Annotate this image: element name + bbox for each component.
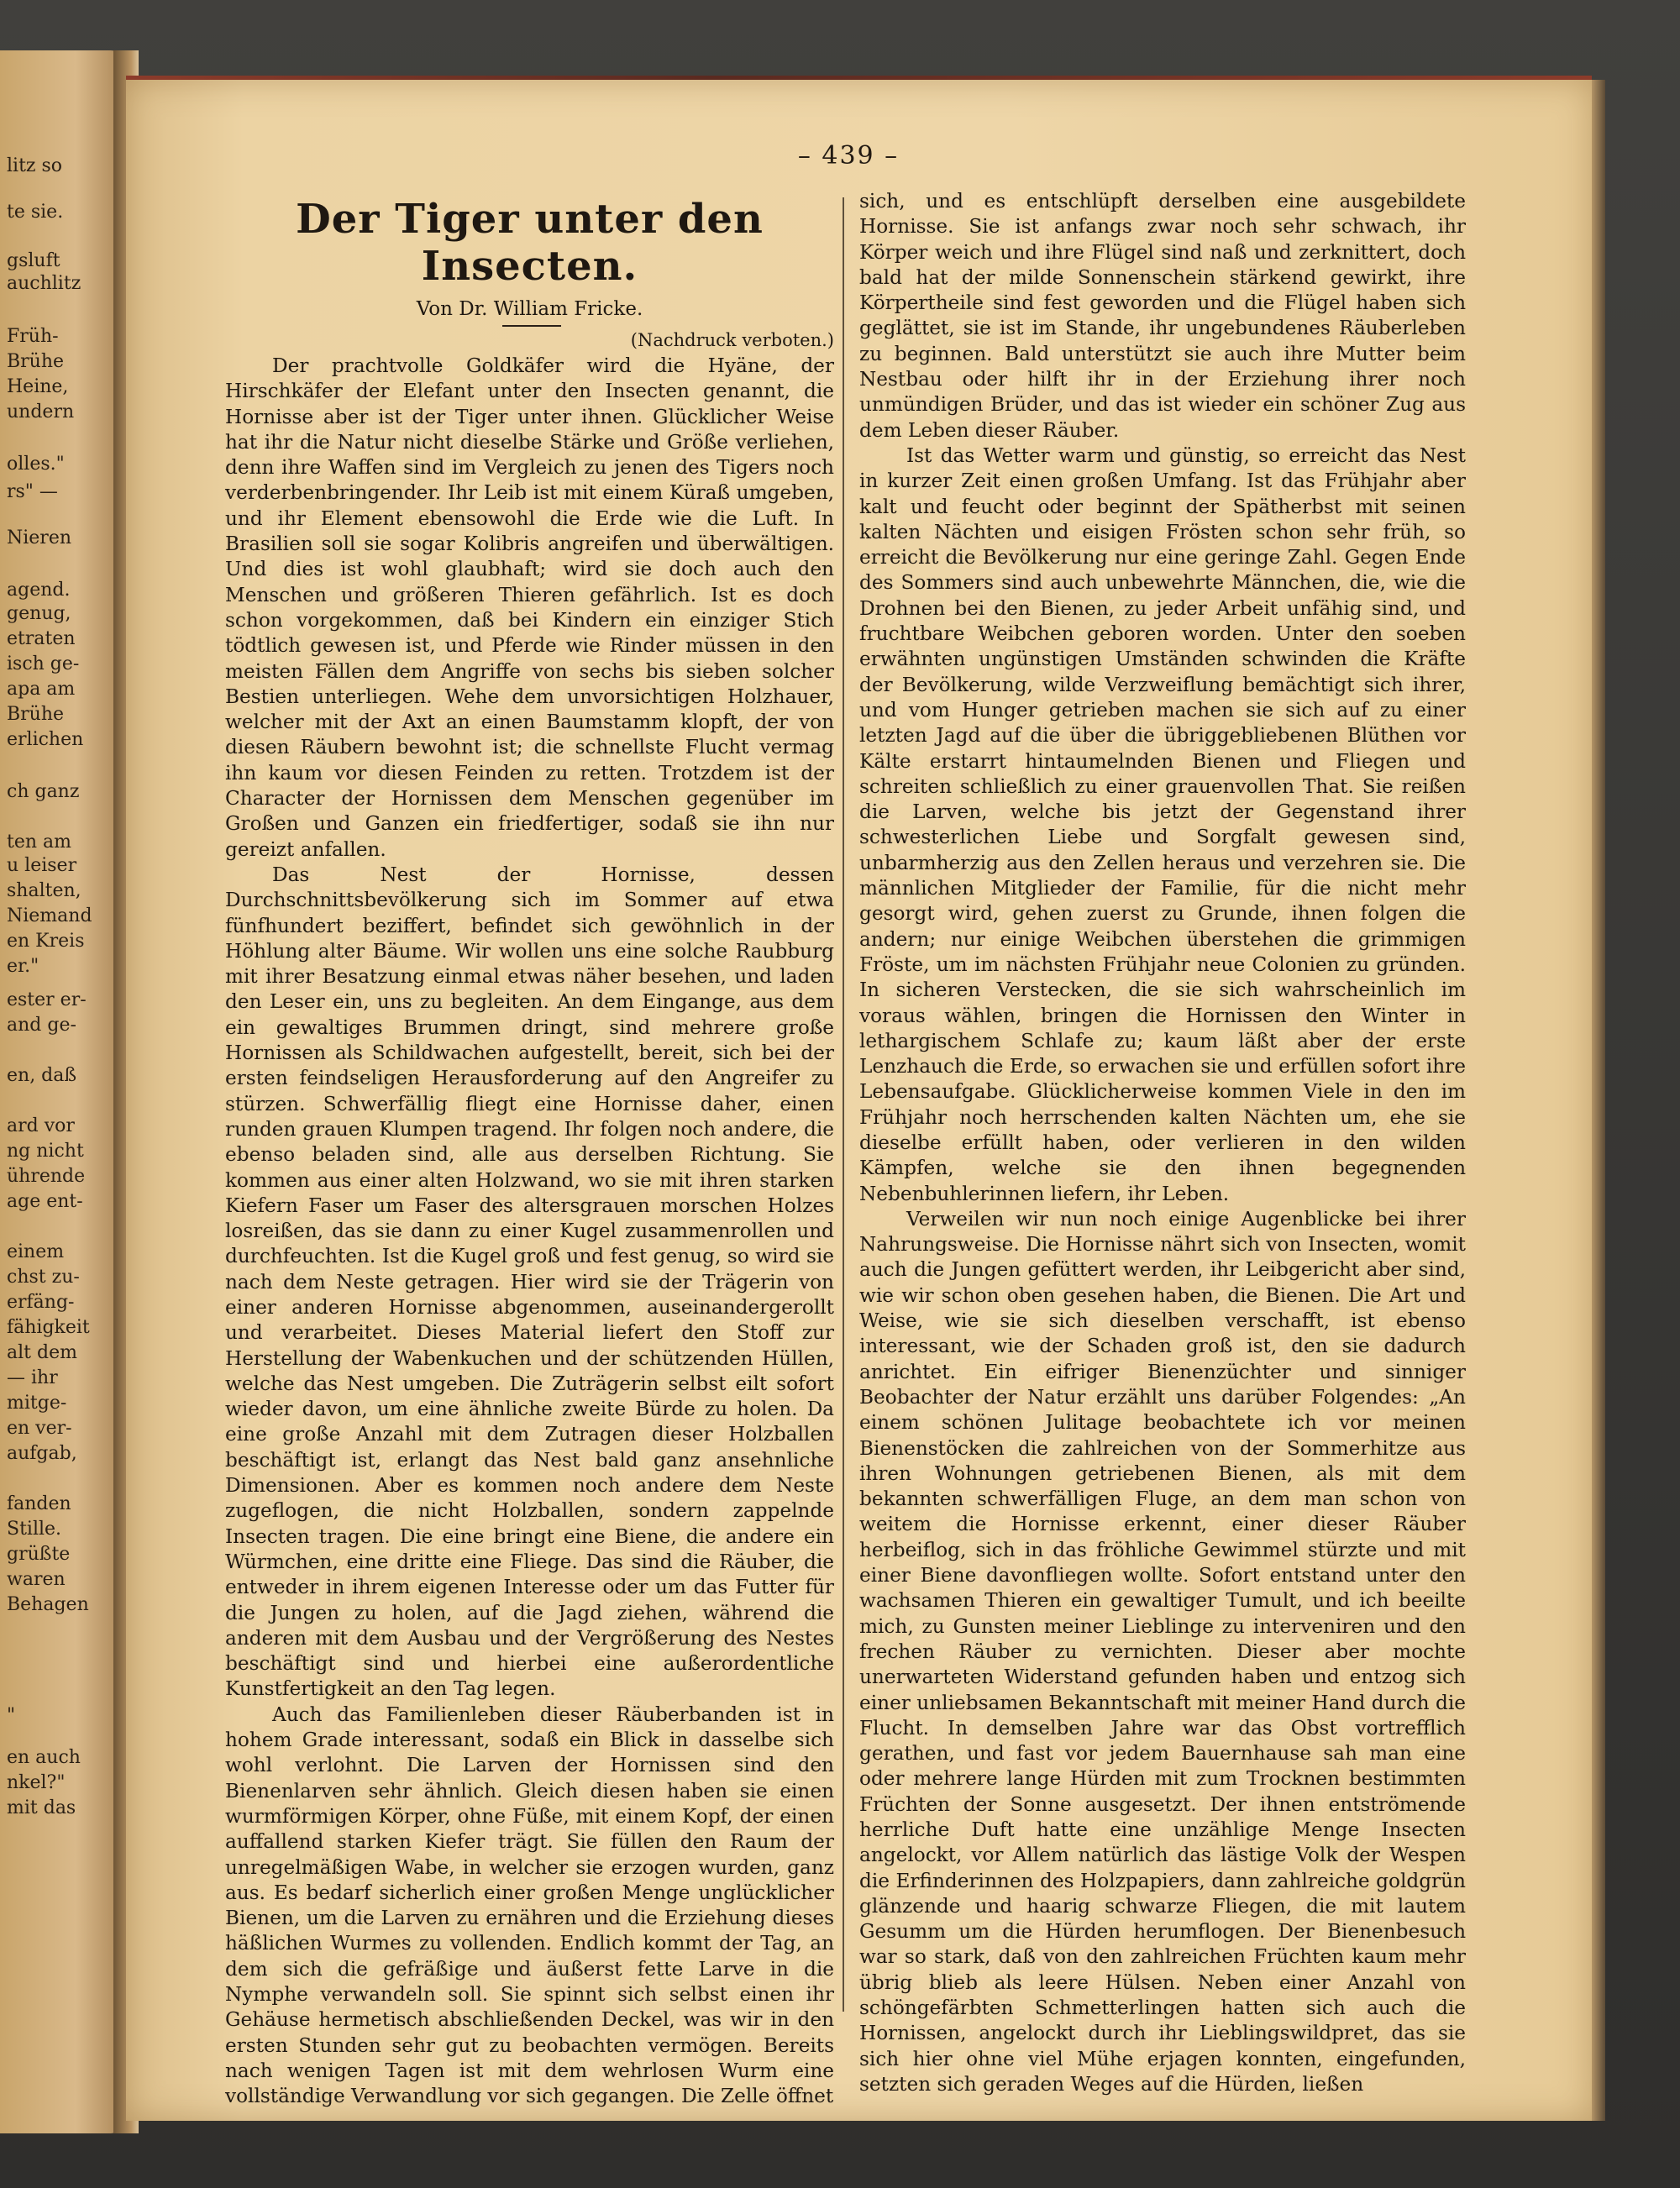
facing-page-text: Stille. — [7, 1519, 62, 1540]
copyright-notice: (Nachdruck verboten.) — [630, 330, 834, 350]
column-divider — [843, 197, 844, 2012]
facing-page-text: ten am — [7, 832, 71, 853]
facing-page-text: chst zu- — [7, 1267, 80, 1288]
paragraph: Auch das Familienleben dieser Räuberbanden ist in hohem Grade interessant, sodaß ein Blick in dasselbe sich wohl verlohnt. Die Larven der Hornissen sind den Bienenlarven sehr ähnlich. Gleich diesen haben sie einen wurmförmigen Körper, ohne Füße, mit einem Kopf, der einen auffallend starken Kiefer trägt. Sie füllen den Raum der unregelmäßigen Wabe, in welcher sie erzogen wurden, ganz aus. Es bedarf sicherlich einer großen Menge unglücklicher Bienen, um die Larven zu ernähren und die Erziehung dieses häßlichen Wurmes zu vollenden. Endlich kommt der Tag, an dem sich die gefräßige und äußerst fette Larve in die Nymphe verwandeln soll. Sie spinnt sich selbst einen ihr Gehäuse hermetisch abschließenden Deckel, was wir in den ersten Stunden sehr gut zu beobachten vermögen. Bereits nach wenigen Tagen ist mit dem wehrlosen Wurm eine vollständige Verwandlung vor sich gegangen. Die Zelle öffnet — [225, 1703, 834, 2108]
facing-page-text: nkel?" — [7, 1772, 66, 1793]
right-column — [859, 189, 1466, 2097]
facing-page-text: Brühe — [7, 704, 65, 725]
left-column — [225, 189, 834, 2109]
paragraph: Der prachtvolle Goldkäfer wird die Hyäne, der Hirschkäfer der Elefant unter den Insecten genannt, die Hornisse aber ist der Tiger unter ihnen. Glücklicher Weise hat ihr die Natur nicht dieselbe Stärke und Größe verliehen, denn ihre Waffen sind im Vergleich zu jenen des Tigers noch verderbenbringender. Ihr Leib ist mit einem Küraß umgeben, und ihr Element ebensowohl die Erde wie die Luft. In Brasilien soll sie sogar Kolibris angreifen und überwältigen. Und dies ist wohl glaubhaft; wird sie doch auch den Menschen und größeren Thieren gefährlich. Ist es doch schon vorgekommen, daß bei Kindern ein einziger Stich tödtlich gewesen ist, und Pferde wie Rinder müssen in den meisten Fällen dem Angriffe von sechs bis sieben solcher Bestien unterliegen. Wehe dem unvorsichtigen Holzhauer, welcher mit der Axt an einen Baumstamm klopft, der von diesen Räubern bewohnt ist; die schnellste Flucht vermag ihn kaum vor diesen Feinden zu retten. Trotzdem ist der Character der Hornissen dem Menschen gegenüber im Großen und Ganzen ein friedfertiger, sodaß sie ihn nur gereizt anfallen. — [225, 354, 834, 861]
facing-page-text: litz so — [7, 155, 63, 176]
facing-page-text: erfäng- — [7, 1292, 75, 1313]
facing-page-text: Behagen — [7, 1594, 89, 1615]
facing-page-text: einem — [7, 1241, 65, 1262]
page-right-edge — [1592, 80, 1605, 2121]
facing-page-text: aufgab, — [7, 1443, 77, 1464]
facing-page-text: olles." — [7, 454, 65, 475]
article-byline: Von Dr. William Fricke. — [416, 298, 643, 320]
facing-page-text: rs" — — [7, 481, 58, 502]
facing-page-text: fanden — [7, 1493, 71, 1514]
facing-page-text: te sie. — [7, 202, 64, 223]
facing-page-text: age ent- — [7, 1191, 83, 1212]
facing-page-text: agend. — [7, 580, 71, 601]
facing-page-text: gsluft — [7, 250, 60, 271]
facing-page-text: ard vor — [7, 1115, 75, 1136]
facing-page-text: waren — [7, 1569, 66, 1590]
facing-page-fragment — [0, 50, 126, 2133]
paragraph: sich, und es entschlüpft derselben eine ausgebildete Hornisse. Sie ist anfangs zwar noch sehr schwach, ihr Körper weich und ihre Flügel sind naß und zerknittert, doch bald hat der milde Sonnenschein stärkend gewirkt, ihre Körpertheile sind fest geworden und die Flügel haben sich geglättet, sie ist im Stande, ihr ungebundenes Räuberleben zu beginnen. Bald unterstützt sie auch ihre Mutter beim Nestbau oder hilft ihr in der Erziehung ihrer noch unmündigen Brüder, und das ist wieder ein schöner Zug aus dem Leben dieser Räuber. — [859, 190, 1466, 442]
facing-page-text: isch ge- — [7, 653, 80, 674]
facing-page-text: ng nicht — [7, 1141, 84, 1162]
facing-page-text: etraten — [7, 628, 76, 649]
facing-page-text: grüßte — [7, 1544, 71, 1565]
facing-page-text: Nieren — [7, 527, 72, 548]
facing-page-text: en, daß — [7, 1065, 77, 1086]
facing-page-text: shalten, — [7, 880, 81, 901]
page-number: – 439 – — [797, 141, 900, 171]
facing-page-text: undern — [7, 401, 75, 422]
paragraph: Das Nest der Hornisse, dessen Durchschnittsbevölkerung sich im Sommer auf etwa fünfhundert beziffert, befindet sich gewöhnlich in der Höhlung alter Bäume. Wir wollen uns eine solche Raubburg mit ihrer Besatzung einmal etwas näher besehen, und laden den Leser ein, uns zu begleiten. An dem Eingange, aus dem ein gewaltiges Brummen dringt, sind mehrere große Hornissen als Schildwachen aufgestellt, bereit, sich bei der ersten feindseligen Herausforderung auf den Angreifer zu stürzen. Schwerfällig fliegt eine Hornisse daher, einen runden grauen Klumpen tragend. Ihr folgen noch andere, die ebenso beladen sind, alle aus derselben Richtung. Sie kommen aus einer alten Holzwand, wo sie mit ihren starken Kiefern Faser um Faser des altersgrauen morschen Holzes losreißen, das sie dann zu einer Kugel zusammenrollen und durchfeuchten. Ist die Kugel groß und fest genug, so wird sie nach dem Neste getragen. Hier wird sie der Trägerin von einer anderen Hornisse abgenommen, auseinandergerollt und verarbeitet. Dieses Material liefert den Stoff zur Herstellung der Wabenkuchen und der schützenden Hüllen, welche das Nest umgeben. Die Zuträgerin selbst eilt sofort wieder davon, um eine ähnliche zweite Bürde zu holen. Da eine große Anzahl mit dem Zutragen dieser Holzballen beschäftigt ist, erlangt das Nest bald ganz ansehnliche Dimensionen. Aber es kommen noch andere dem Neste zugeflogen, die nicht Holzballen, sondern zappelnde Insecten tragen. Die eine bringt eine Biene, die andere ein Würmchen, eine dritte eine Fliege. Das sind die Räuber, die entweder in ihrem eigenen Interesse oder um das Futter für die Jungen zu holen, auf die Jagd ziehen, während die anderen mit dem Ausbau und der Vergrößerung des Nestes beschäftigt sind und hierbei eine außerordentliche Kunstfertigkeit an den Tag legen. — [225, 863, 834, 1701]
facing-page-text: Niemand — [7, 905, 92, 926]
facing-page-text: — ihr — [7, 1367, 58, 1388]
title-rule — [502, 325, 561, 327]
facing-page-text: apa am — [7, 679, 76, 700]
facing-page-text: er." — [7, 956, 39, 977]
facing-page-text: Früh- — [7, 326, 59, 347]
facing-page-text: ührende — [7, 1166, 86, 1187]
facing-page-text: genug, — [7, 603, 71, 624]
facing-page-text: ester er- — [7, 989, 87, 1010]
facing-page-text: alt dem — [7, 1342, 77, 1363]
facing-page-text: u leiser — [7, 855, 77, 876]
facing-page-text: en Kreis — [7, 931, 85, 952]
facing-page-text: fähigkeit — [7, 1317, 90, 1338]
paragraph: Ist das Wetter warm und günstig, so erreicht das Nest in kurzer Zeit einen großen Umfang. Ist das Frühjahr aber kalt und feucht oder beginnt der Spätherbst mit seinen kalten Nächten und eisigen Frösten schon sehr früh, so erreicht die Bevölkerung nur eine geringe Zahl. Gegen Ende des Sommers sind auch unbewehrte Männchen, die, wie die Drohnen bei den Bienen, zu jeder Arbeit unfähig sind, und fruchtbare Weibchen geboren worden. Unter den soeben erwähnten ungünstigen Umständen schwinden die Kräfte der Bevölkerung, wilde Verzweiflung bemächtigt sich ihrer, und vom Hunger getrieben machen sie sich auf zu einer letzten Jagd auf die über die übriggebliebenen Blüthen vor Kälte erstarrt hintaumelnden Bienen und Fliegen und schreiten schließlich zu einer grauenvollen That. Sie reißen die Larven, welche bis jetzt der Gegenstand ihrer schwesterlichen Liebe und Sorgfalt gewesen sind, unbarmherzig aus den Zellen heraus und verzehren sie. Die männlichen Mitglieder der Familie, für die nicht mehr gesorgt wird, gehen zuerst zu Grunde, ihnen folgen die andern; nur einige Weibchen überstehen die grimmigen Fröste, um im nächsten Frühjahr neue Colonien zu gründen. In sicheren Verstecken, die sie sich wahrscheinlich im voraus wählen, bringen die Hornissen den Winter in lethargischem Schlafe zu; kaum läßt aber der erste Lenzhauch die Erde, so erwachen sie und erfüllen sofort ihre Lebensaufgabe. Glücklicherweise kommen Viele in den im Frühjahr noch herrschenden kalten Nächten um, ehe sie dieselbe erfüllt haben, oder verlieren in den wilden Kämpfen, welche sie den ihnen begegnenden Nebenbuhlerinnen liefern, ihr Leben. — [859, 443, 1466, 1205]
facing-page-text: Brühe — [7, 351, 65, 372]
facing-page-text: auchlitz — [7, 273, 81, 294]
facing-page-text: en auch — [7, 1747, 81, 1768]
facing-page-text: and ge- — [7, 1015, 76, 1036]
article-title: Der Tiger unter den Insecten. — [296, 196, 764, 290]
facing-page-text: ch ganz — [7, 781, 80, 802]
facing-page-text: Heine, — [7, 376, 69, 397]
facing-page-text: mitge- — [7, 1393, 67, 1414]
facing-page-text: mit das — [7, 1797, 76, 1818]
facing-page-text: en ver- — [7, 1418, 72, 1439]
paragraph: Verweilen wir nun noch einige Augenblicke bei ihrer Nahrungsweise. Die Hornisse nährt sich von Insecten, womit auch die Jungen gefüttert werden, ihr Leibgericht aber sind, wie wir schon oben gesehen haben, die Bienen. Die Art und Weise, wie sie sich dieselben verschafft, ist ebenso interessant, wie der Schaden groß ist, den sie dadurch anrichtet. Ein eifriger Bienenzüchter und sinniger Beobachter der Natur erzählt uns darüber Folgendes: „An einem schönen Julitage beobachtete ich vor meinen Bienenstöcken die zahlreichen von der Sommerhitze aus ihren Wohnungen getriebenen Bienen, als mit dem bekannten schwerfälligen Fluge, an dem man schon von weitem die Hornisse erkennt, einer dieser Räuber herbeiflog, sich in das fröhliche Gewimmel stürzte und mit einer Biene davonfliegen wollte. Sofort entstand unter den wachsamen Thieren ein gewaltiger Tumult, und ich beeilte mich, zu Gunsten meiner Lieblinge zu interveniren und den frechen Räuber zu vernichten. Dieser aber mochte unerwarteten Widerstand gefunden haben und entzog sich einer unliebsamen Bekanntschaft mit meiner Hand durch die Flucht. In demselben Jahre war das Obst vortrefflich gerathen, und fast vor jedem Bauernhause sah man eine oder mehrere lange Hürden mit zum Trocknen bestimmten Früchten der Sonne ausgesetzt. Der ihnen entströmende herrliche Duft hatte eine unzählige Menge Insecten angelockt, vor Allem natürlich das lästige Volk der Wespen die Erfinderinnen des Holzpapiers, dann zahlreiche goldgrün glänzende und haarig schwarze Fliegen, die mit lautem Gesumm um die Hürden herumflogen. Der Bienenbesuch war so stark, daß von den zahlreichen Früchten kaum mehr übrig blieb als leere Hülsen. Neben einer Anzahl von schöngefärbten Schmetterlingen hatten sich auch die Hornissen, angelockt durch ihr Lieblingswildpret, das sie sich hier ohne viel Mühe erjagen konnten, eingefunden, setzten sich geraden Weges auf die Hürden, ließen — [859, 1207, 1466, 2096]
facing-page-text: " — [7, 1705, 16, 1726]
facing-page-text: erlichen — [7, 729, 84, 750]
